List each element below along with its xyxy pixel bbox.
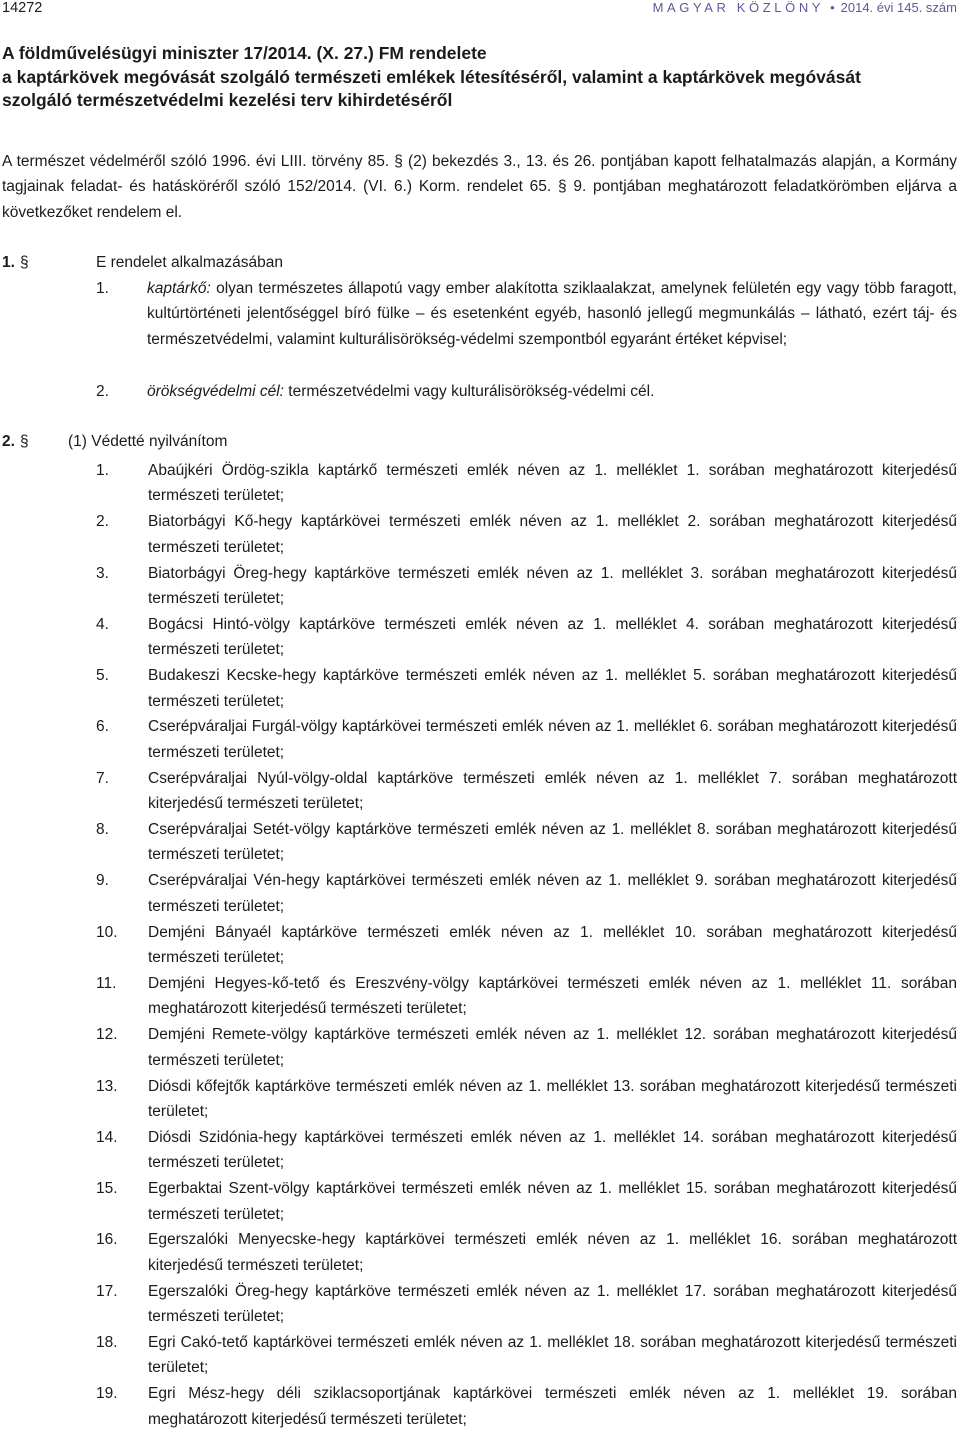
- list-item-text: Egerszalóki Öreg-hegy kaptárköve természeti emlék néven az 1. melléklet 17. sorában meghatározott kiterjedésű természeti területet;: [148, 1282, 957, 1326]
- definition-2: [96, 379, 957, 404]
- definition-number: 2.: [96, 383, 109, 400]
- definition-body: természetvédelmi vagy kulturálisörökség-védelmi cél.: [283, 383, 655, 400]
- list-item-text: Cserépváraljai Furgál-völgy kaptárkövei természeti emlék néven az 1. melléklet 6. sorában meghatározott kiterjedésű természeti területet;: [148, 718, 957, 761]
- list-item-number: 1.: [96, 462, 109, 479]
- list-item-text: Biatorbágyi Öreg-hegy kaptárköve természeti emlék néven az 1. melléklet 3. sorában meghatározott kiterjedésű természeti területet;: [148, 564, 957, 607]
- section-1-number: 1.: [2, 254, 15, 271]
- page-header: [2, 0, 957, 20]
- list-item: [96, 509, 957, 560]
- list-item: [96, 612, 957, 663]
- list-item-number: 17.: [96, 1282, 118, 1300]
- title-line-3: szolgáló természetvédelmi kezelési terv kihirdetéséről: [2, 90, 453, 110]
- list-item: [96, 1279, 957, 1330]
- decree-title: [2, 42, 957, 113]
- list-item: [96, 766, 957, 817]
- list-item-text: Cserépváraljai Setét-völgy kaptárköve természeti emlék néven az 1. melléklet 8. sorában meghatározott kiterjedésű természeti területet;: [148, 821, 957, 864]
- definition-body: olyan természetes állapotú vagy ember alakította sziklaalakzat, amelynek felületén egy vagy több faragott, kultúrtörténeti jelentőséggel bíró fülke – és esetenként egyéb, hasonló jellegű megmunkálás – látható, ezért táj- és természetvédelmi, valamint kulturálisörökség-védelmi szempontból egyaránt értéket képvisel;: [147, 280, 957, 348]
- list-item: [96, 1074, 957, 1125]
- list-item-number: 11.: [96, 974, 117, 992]
- definition-text: [147, 276, 957, 352]
- definition-1: [96, 276, 957, 352]
- list-item: [96, 1227, 957, 1278]
- list-item-number: 9.: [96, 872, 109, 890]
- list-item: [96, 663, 957, 714]
- list-item-text: Bogácsi Hintó-völgy kaptárköve természeti emlék néven az 1. melléklet 4. sorában meghatározott kiterjedésű természeti területet;: [148, 615, 957, 659]
- list-item-number: 6.: [96, 718, 109, 736]
- issue-label: 2014. évi 145. szám: [840, 0, 957, 15]
- list-item: [96, 920, 957, 971]
- list-item: [96, 971, 957, 1022]
- list-item: [96, 868, 957, 919]
- list-item-text: Abaújkéri Ördög-szikla kaptárkő természeti emlék néven az 1. melléklet 1. sorában meghatározott kiterjedésű természeti területet;: [148, 462, 957, 505]
- list-item-number: 3.: [96, 564, 109, 582]
- list-item: [96, 1022, 957, 1073]
- list-item-text: Egri Mész-hegy déli sziklacsoportjának kaptárkövei természeti emlék néven az 1. melléklet 19. sorában meghatározott kiterjedésű természeti területet;: [148, 1385, 957, 1428]
- list-item: [96, 817, 957, 868]
- title-line-2: a kaptárkövek megóvását szolgáló természeti emlékek létesítéséről, valamint a kaptárkövek megóvását: [2, 66, 861, 87]
- publication-name: MAGYAR KÖZLÖNY: [652, 0, 825, 15]
- list-item-text: Demjéni Hegyes-kő-tető és Ereszvény-völgy kaptárkövei természeti emlék néven az 1. melléklet 11. sorában meghatározott kiterjedésű természeti területet;: [148, 974, 957, 1018]
- list-item: [96, 714, 957, 765]
- list-item-number: 18.: [96, 1334, 118, 1352]
- list-item-number: 10.: [96, 923, 118, 941]
- preamble: A természet védelméről szóló 1996. évi LIII. törvény 85. § (2) bekezdés 3., 13. és 26. pontjában kapott felhatalmazás alapján, a Kormány tagjainak feladat- és hatásköréről szóló 152/2014. (VI. 6.) Korm. rendelet 65. § 9. pontjában meghatározott feladatkörömben eljárva a következőket rendelem el.: [2, 153, 957, 221]
- list-item-text: Diósdi kőfejtők kaptárköve természeti emlék néven az 1. melléklet 13. sorában meghatározott kiterjedésű természeti területet;: [148, 1077, 957, 1120]
- list-item: [96, 1176, 957, 1227]
- list-item: [96, 561, 957, 612]
- list-item: [96, 1330, 957, 1381]
- list-item-text: Budakeszi Kecske-hegy kaptárköve természeti emlék néven az 1. melléklet 5. sorában meghatározott kiterjedésű természeti területet;: [148, 667, 957, 710]
- list-item-number: 19.: [96, 1385, 118, 1403]
- section-2-number: 2.: [2, 433, 15, 450]
- list-item-text: Egri Cakó-tető kaptárkövei természeti emlék néven az 1. melléklet 18. sorában meghatározott kiterjedésű természeti területet;: [148, 1334, 957, 1377]
- page-number: 14272: [2, 0, 43, 16]
- publication-info: [653, 0, 957, 15]
- definition-term: örökségvédelmi cél:: [147, 383, 284, 400]
- list-item-number: 14.: [96, 1128, 118, 1146]
- definition-number: 1.: [96, 280, 109, 297]
- list-item-number: 4.: [96, 615, 109, 633]
- protected-sites-list: [96, 458, 957, 1433]
- list-item-number: 15.: [96, 1180, 118, 1198]
- list-item-text: Egerbaktai Szent-völgy kaptárkövei természeti emlék néven az 1. melléklet 15. sorában meghatározott kiterjedésű természeti területet;: [148, 1180, 957, 1223]
- list-item-number: 7.: [96, 769, 109, 787]
- list-item-text: Diósdi Szidónia-hegy kaptárkövei természeti emlék néven az 1. melléklet 14. sorában meghatározott kiterjedésű természeti területet;: [148, 1128, 957, 1172]
- title-line-1: A földművelésügyi miniszter 17/2014. (X. 27.) FM rendelete: [2, 43, 487, 63]
- list-item-text: Demjéni Remete-völgy kaptárköve természeti emlék néven az 1. melléklet 12. sorában meghatározott kiterjedésű természeti területet;: [148, 1026, 957, 1069]
- list-item: [96, 1381, 957, 1432]
- section-2-symbol: §: [20, 433, 29, 450]
- list-item-number: 16.: [96, 1231, 118, 1249]
- list-item-number: 5.: [96, 667, 109, 685]
- subsection-1-label: (1) Védetté nyilvánítom: [68, 433, 228, 450]
- list-item: [96, 1125, 957, 1176]
- section-1-heading: E rendelet alkalmazásában: [96, 254, 283, 271]
- definition-text: [147, 379, 957, 404]
- list-item-number: 13.: [96, 1077, 118, 1095]
- header-separator: •: [830, 0, 835, 15]
- list-item-text: Demjéni Bányaél kaptárköve természeti emlék néven az 1. melléklet 10. sorában meghatározott kiterjedésű természeti területet;: [148, 923, 957, 967]
- list-item-text: Biatorbágyi Kő-hegy kaptárkövei természeti emlék néven az 1. melléklet 2. sorában meghatározott kiterjedésű természeti területet;: [148, 513, 957, 556]
- list-item-number: 8.: [96, 821, 109, 839]
- list-item-text: Egerszalóki Menyecske-hegy kaptárkövei természeti emlék néven az 1. melléklet 16. sorában meghatározott kiterjedésű természeti területet;: [148, 1231, 957, 1274]
- list-item-text: Cserépváraljai Vén-hegy kaptárkövei természeti emlék néven az 1. melléklet 9. sorában meghatározott kiterjedésű természeti területet;: [148, 872, 957, 915]
- list-item-number: 12.: [96, 1026, 118, 1044]
- list-item: [96, 458, 957, 509]
- section-1-symbol: §: [20, 254, 29, 271]
- list-item-number: 2.: [96, 513, 109, 531]
- list-item-text: Cserépváraljai Nyúl-völgy-oldal kaptárköve természeti emlék néven az 1. melléklet 7. sorában meghatározott kiterjedésű természeti területet;: [148, 769, 957, 813]
- definition-term: kaptárkő:: [147, 280, 211, 297]
